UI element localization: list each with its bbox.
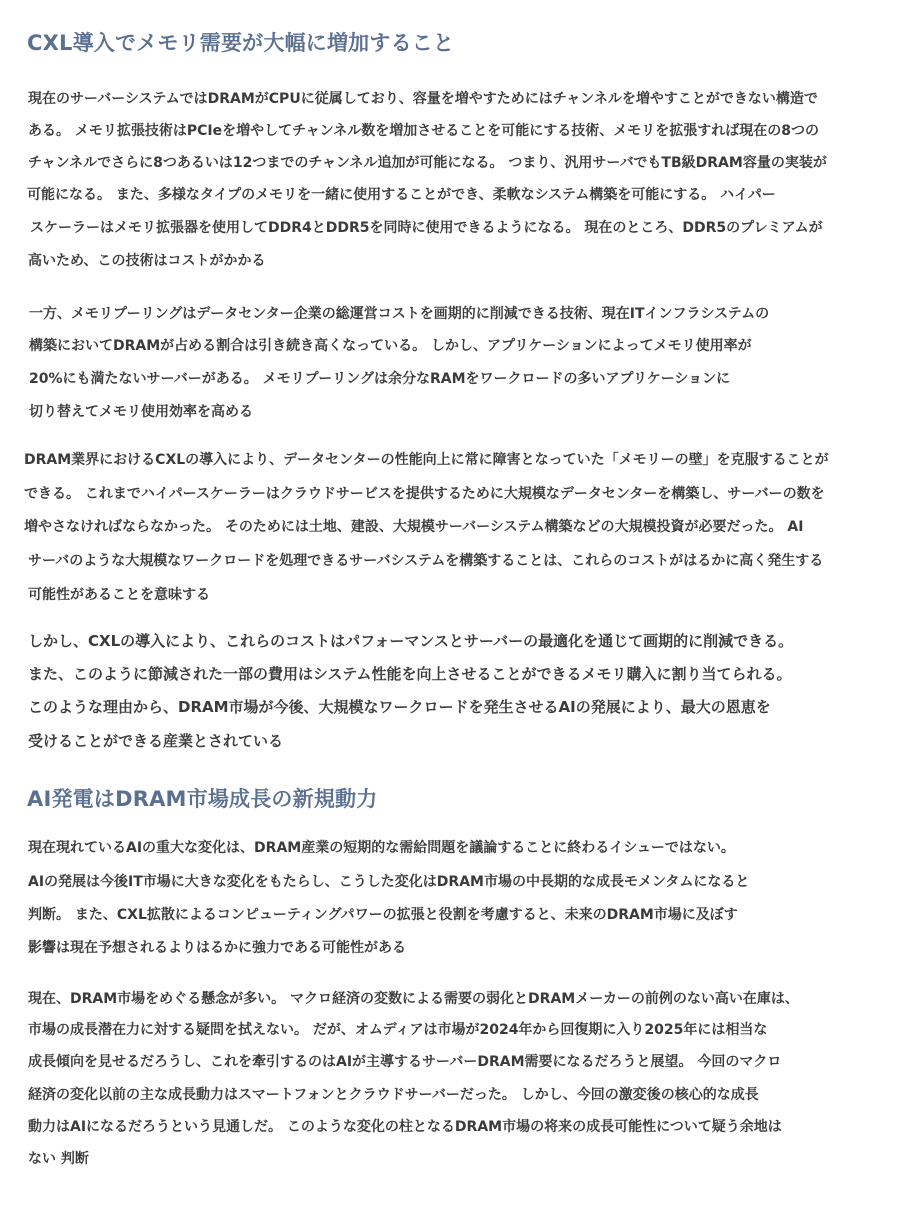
text-line: 可能性があることを意味する: [28, 587, 210, 603]
text-line: 判断。 また、CXL拡散によるコンピューティングパワーの拡張と役割を考慮すると、未来のDRAM市場に及ぼす: [28, 907, 738, 923]
text-line: 現在、DRAM市場をめぐる懸念が多い。 マクロ経済の変数による需要の弱化とDRAMメーカーの前例のない高い在庫は、: [28, 991, 799, 1007]
text-line: 増やさなければならなかった。 そのためには土地、建設、大規模サーバーシステム構築などの大規模投資が必要だった。 AI: [24, 519, 804, 535]
text-line: ある。 メモリ拡張技術はPCIeを増やしてチャンネル数を増加させることを可能にする技術、メモリを拡張すれば現在の8つの: [28, 123, 820, 139]
text-line: このような理由から、DRAM市場が今後、大規模なワークロードを発生させるAIの発展により、最大の恩恵を: [28, 698, 771, 716]
text-line: 動力はAIになるだろうという見通しだ。 このような変化の柱となるDRAM市場の将来の成長可能性について疑う余地は: [28, 1119, 782, 1135]
text-line: 成長傾向を見せるだろうし、これを牽引するのはAIが主導するサーバーDRAM需要になるだろうと展望。 今回のマクロ: [28, 1054, 782, 1070]
text-line: 経済の変化以前の主な成長動力はスマートフォンとクラウドサーバーだった。 しかし、今回の激変後の核心的な成長: [28, 1087, 759, 1103]
text-line: 一方、メモリプーリングはデータセンター企業の総運営コストを画期的に削減できる技術、現在ITインフラシステムの: [29, 306, 770, 322]
text-line: 影響は現在予想されるよりはるかに強力である可能性がある: [28, 940, 406, 956]
text-line: AIの発展は今後IT市場に大きな変化をもたらし、こうした変化はDRAM市場の中長期的な成長モメンタムになると: [28, 874, 750, 890]
text-line: 現在現れているAIの重大な変化は、DRAM産業の短期的な需給問題を議論することに終わるイシューではない。: [28, 840, 735, 856]
text-line: チャンネルでさらに8つあるいは12つまでのチャンネル追加が可能になる。 つまり、汎用サーバでもTB級DRAM容量の実装が: [28, 155, 827, 171]
section-heading-cxl: CXL導入でメモリ需要が大幅に増加すること: [27, 31, 455, 55]
text-line: DRAM業界におけるCXLの導入により、データセンターの性能向上に常に障害となっていた「メモリーの壁」を克服することが: [24, 452, 829, 468]
text-line: しかし、CXLの導入により、これらのコストはパフォーマンスとサーバーの最適化を通じて画期的に削減できる。: [28, 632, 794, 650]
text-line: 高いため、この技術はコストがかかる: [28, 253, 266, 269]
text-line: サーバのような大規模なワークロードを処理できるサーバシステムを構築することは、これらのコストがはるかに高く発生する: [28, 553, 824, 569]
text-line: できる。 これまでハイパースケーラーはクラウドサービスを提供するために大規模なデータセンターを構築し、サーバーの数を: [24, 486, 825, 502]
text-line: 市場の成長潜在力に対する疑問を拭えない。 だが、オムディアは市場が2024年から回復期に入り2025年には相当な: [28, 1022, 768, 1038]
text-line: 20%にも満たないサーバーがある。 メモリプーリングは余分なRAMをワークロードの多いアプリケーションに: [29, 371, 731, 387]
text-line: 可能になる。 また、多様なタイプのメモリを一緒に使用することができ、柔軟なシステム構築を可能にする。 ハイパー: [27, 187, 776, 203]
text-line: 現在のサーバーシステムではDRAMがCPUに従属しており、容量を増やすためにはチャンネルを増やすことができない構造で: [28, 91, 818, 107]
section-heading-ai-growth: AI発電はDRAM市場成長の新規動力: [27, 787, 378, 811]
text-line: 受けることができる産業とされている: [28, 732, 284, 750]
text-line: 切り替えてメモリ使用効率を高める: [29, 404, 253, 420]
text-line: また、このように節減された一部の費用はシステム性能を向上させることができるメモリ購入に割り当てられる。: [28, 665, 792, 683]
text-line: 構築においてDRAMが占める割合は引き続き高くなっている。 しかし、アプリケーションによってメモリ使用率が: [29, 338, 752, 354]
text-line: ない 判断: [28, 1151, 89, 1167]
text-line: スケーラーはメモリ拡張器を使用してDDR4とDDR5を同時に使用できるようになる。 現在のところ、DDR5のプレミアムが: [30, 220, 823, 236]
